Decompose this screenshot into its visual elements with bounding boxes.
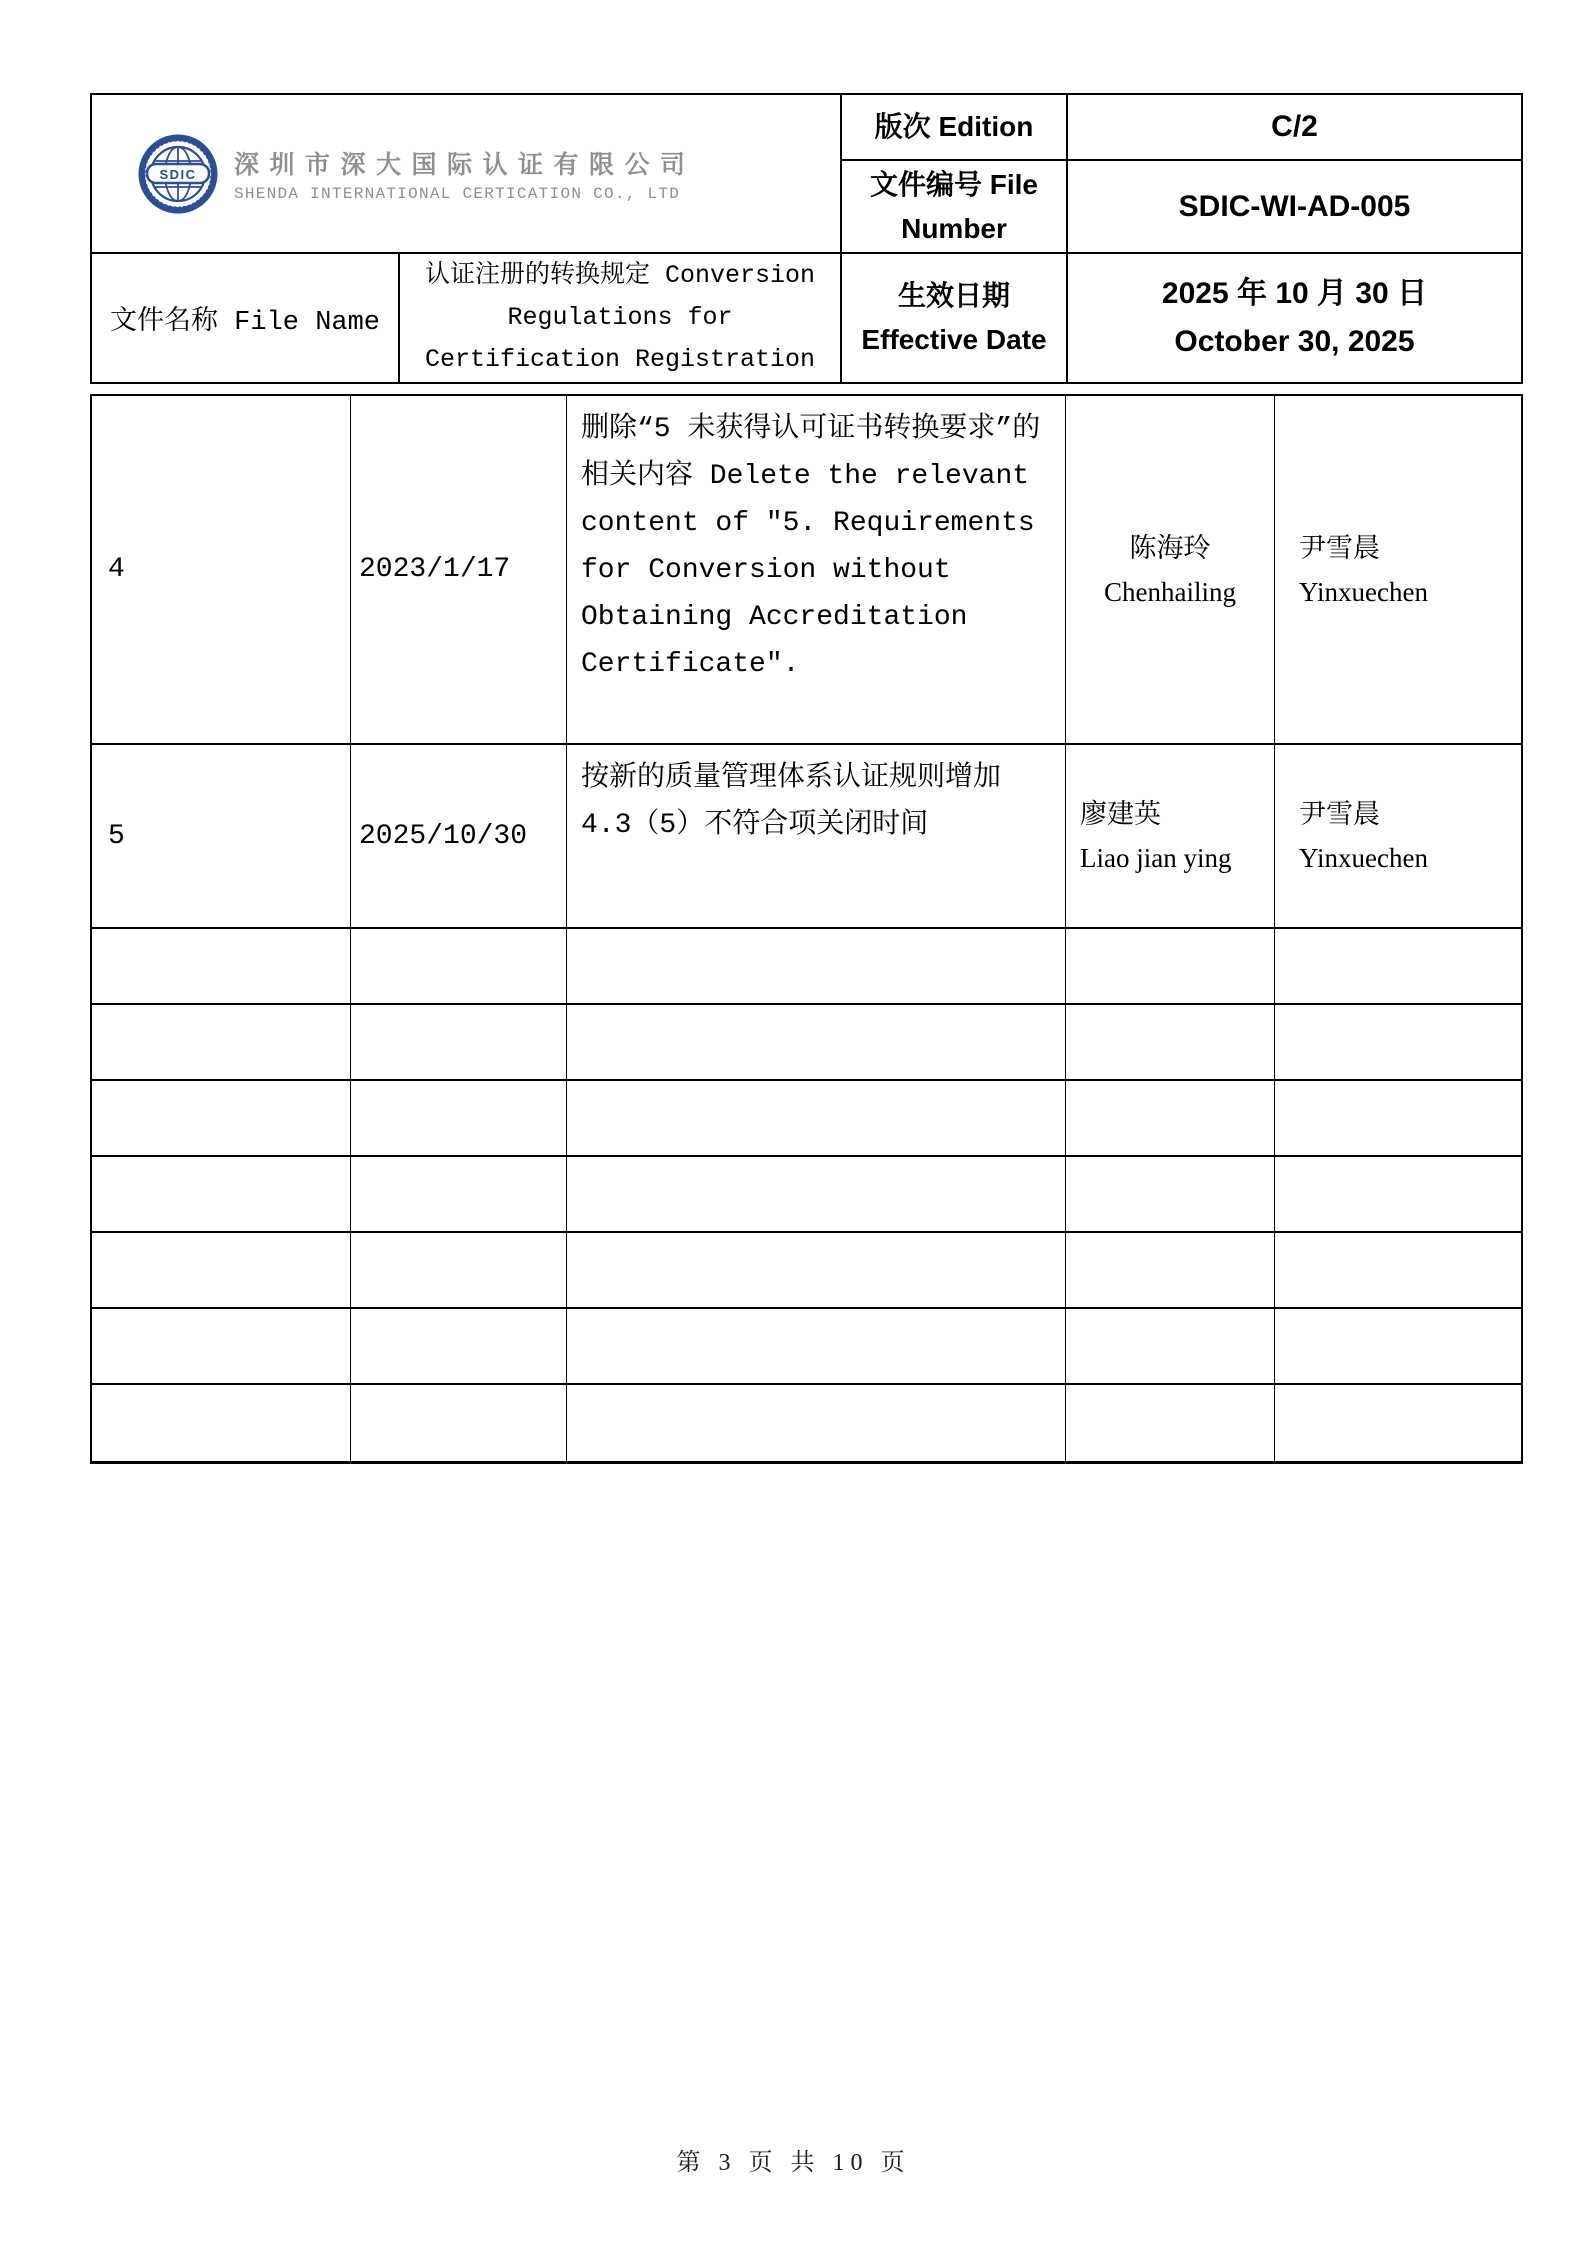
empty-cell bbox=[351, 1005, 567, 1081]
empty-cell bbox=[351, 1385, 567, 1461]
empty-cell bbox=[92, 1233, 351, 1309]
empty-cell bbox=[1275, 1157, 1521, 1233]
file-name-label: 文件名称 File Name bbox=[92, 254, 400, 382]
effective-date-value-en: October 30, 2025 bbox=[1174, 325, 1415, 358]
file-number-value: SDIC-WI-AD-005 bbox=[1068, 161, 1521, 254]
approver-name bbox=[1275, 745, 1521, 929]
empty-cell bbox=[92, 1309, 351, 1385]
empty-cell bbox=[1275, 1081, 1521, 1157]
revision-description: 删除“5 未获得认可证书转换要求”的相关内容 Delete the relevant content of "5. Requirements for Conversion without Obtaining Accreditation Certificate". bbox=[567, 396, 1066, 745]
file-number-label: 文件编号 File Number bbox=[842, 161, 1068, 254]
approver-name-en: Yinxuechen bbox=[1299, 843, 1428, 873]
empty-cell bbox=[567, 929, 1066, 1005]
reviser-name-en: Liao jian ying bbox=[1080, 843, 1232, 873]
approver-name-en: Yinxuechen bbox=[1299, 576, 1428, 607]
revision-number: 5 bbox=[92, 745, 351, 929]
effective-date-label-en: Effective Date bbox=[861, 324, 1047, 355]
empty-cell bbox=[92, 1157, 351, 1233]
reviser-name-en: Chenhailing bbox=[1104, 576, 1236, 607]
empty-cell bbox=[1066, 1081, 1275, 1157]
empty-cell bbox=[1275, 1005, 1521, 1081]
empty-cell bbox=[92, 1081, 351, 1157]
empty-cell bbox=[351, 1157, 567, 1233]
company-name-en: SHENDA INTERNATIONAL CERTICATION CO., LTD bbox=[234, 184, 681, 203]
empty-cell bbox=[92, 1385, 351, 1461]
empty-cell bbox=[567, 1005, 1066, 1081]
empty-cell bbox=[1066, 1233, 1275, 1309]
empty-cell bbox=[1275, 1233, 1521, 1309]
edition-value: C/2 bbox=[1068, 95, 1521, 161]
revision-date: 2025/10/30 bbox=[351, 745, 567, 929]
revision-date: 2023/1/17 bbox=[351, 396, 567, 745]
effective-date-value-cn: 2025 年 10 月 30 日 bbox=[1161, 277, 1428, 310]
reviser-name-cn: 陈海玲 bbox=[1129, 532, 1211, 563]
approver-name bbox=[1275, 396, 1521, 745]
approver-name-cn: 尹雪晨 bbox=[1299, 532, 1380, 563]
empty-cell bbox=[1066, 1309, 1275, 1385]
effective-date-value bbox=[1068, 254, 1521, 382]
page-footer: 第 3 页 共 10 页 bbox=[676, 2150, 911, 2176]
file-name-value: 认证注册的转换规定 Conversion Regulations for Certification Registration bbox=[400, 254, 842, 382]
empty-cell bbox=[1066, 1005, 1275, 1081]
reviser-name-cn: 廖建英 bbox=[1080, 799, 1161, 829]
empty-cell bbox=[1066, 929, 1275, 1005]
revision-number: 4 bbox=[92, 396, 351, 745]
empty-cell bbox=[92, 929, 351, 1005]
effective-date-label bbox=[842, 254, 1068, 382]
company-name-cn: 深圳市深大国际认证有限公司 bbox=[234, 150, 696, 179]
empty-cell bbox=[351, 1309, 567, 1385]
empty-cell bbox=[1066, 1157, 1275, 1233]
empty-cell bbox=[351, 1233, 567, 1309]
revision-description: 按新的质量管理体系认证规则增加 4.3（5）不符合项关闭时间 bbox=[567, 745, 1066, 929]
empty-cell bbox=[1066, 1385, 1275, 1461]
empty-cell bbox=[1275, 929, 1521, 1005]
empty-cell bbox=[567, 1309, 1066, 1385]
company-name-block bbox=[234, 145, 696, 203]
revision-history-table bbox=[90, 394, 1523, 1464]
company-header-cell bbox=[92, 95, 842, 254]
empty-cell bbox=[567, 1233, 1066, 1309]
approver-name-cn: 尹雪晨 bbox=[1299, 799, 1380, 829]
reviser-name bbox=[1066, 396, 1275, 745]
empty-cell bbox=[567, 1157, 1066, 1233]
logo-badge-text: SDIC bbox=[159, 166, 197, 182]
empty-cell bbox=[351, 1081, 567, 1157]
document-header-table bbox=[90, 93, 1523, 384]
sdic-logo-icon bbox=[138, 134, 218, 214]
effective-date-label-cn: 生效日期 bbox=[897, 280, 1010, 311]
empty-cell bbox=[351, 929, 567, 1005]
empty-cell bbox=[567, 1385, 1066, 1461]
empty-cell bbox=[1275, 1309, 1521, 1385]
empty-cell bbox=[1275, 1385, 1521, 1461]
edition-label: 版次 Edition bbox=[842, 95, 1068, 161]
empty-cell bbox=[92, 1005, 351, 1081]
reviser-name bbox=[1066, 745, 1275, 929]
empty-cell bbox=[567, 1081, 1066, 1157]
